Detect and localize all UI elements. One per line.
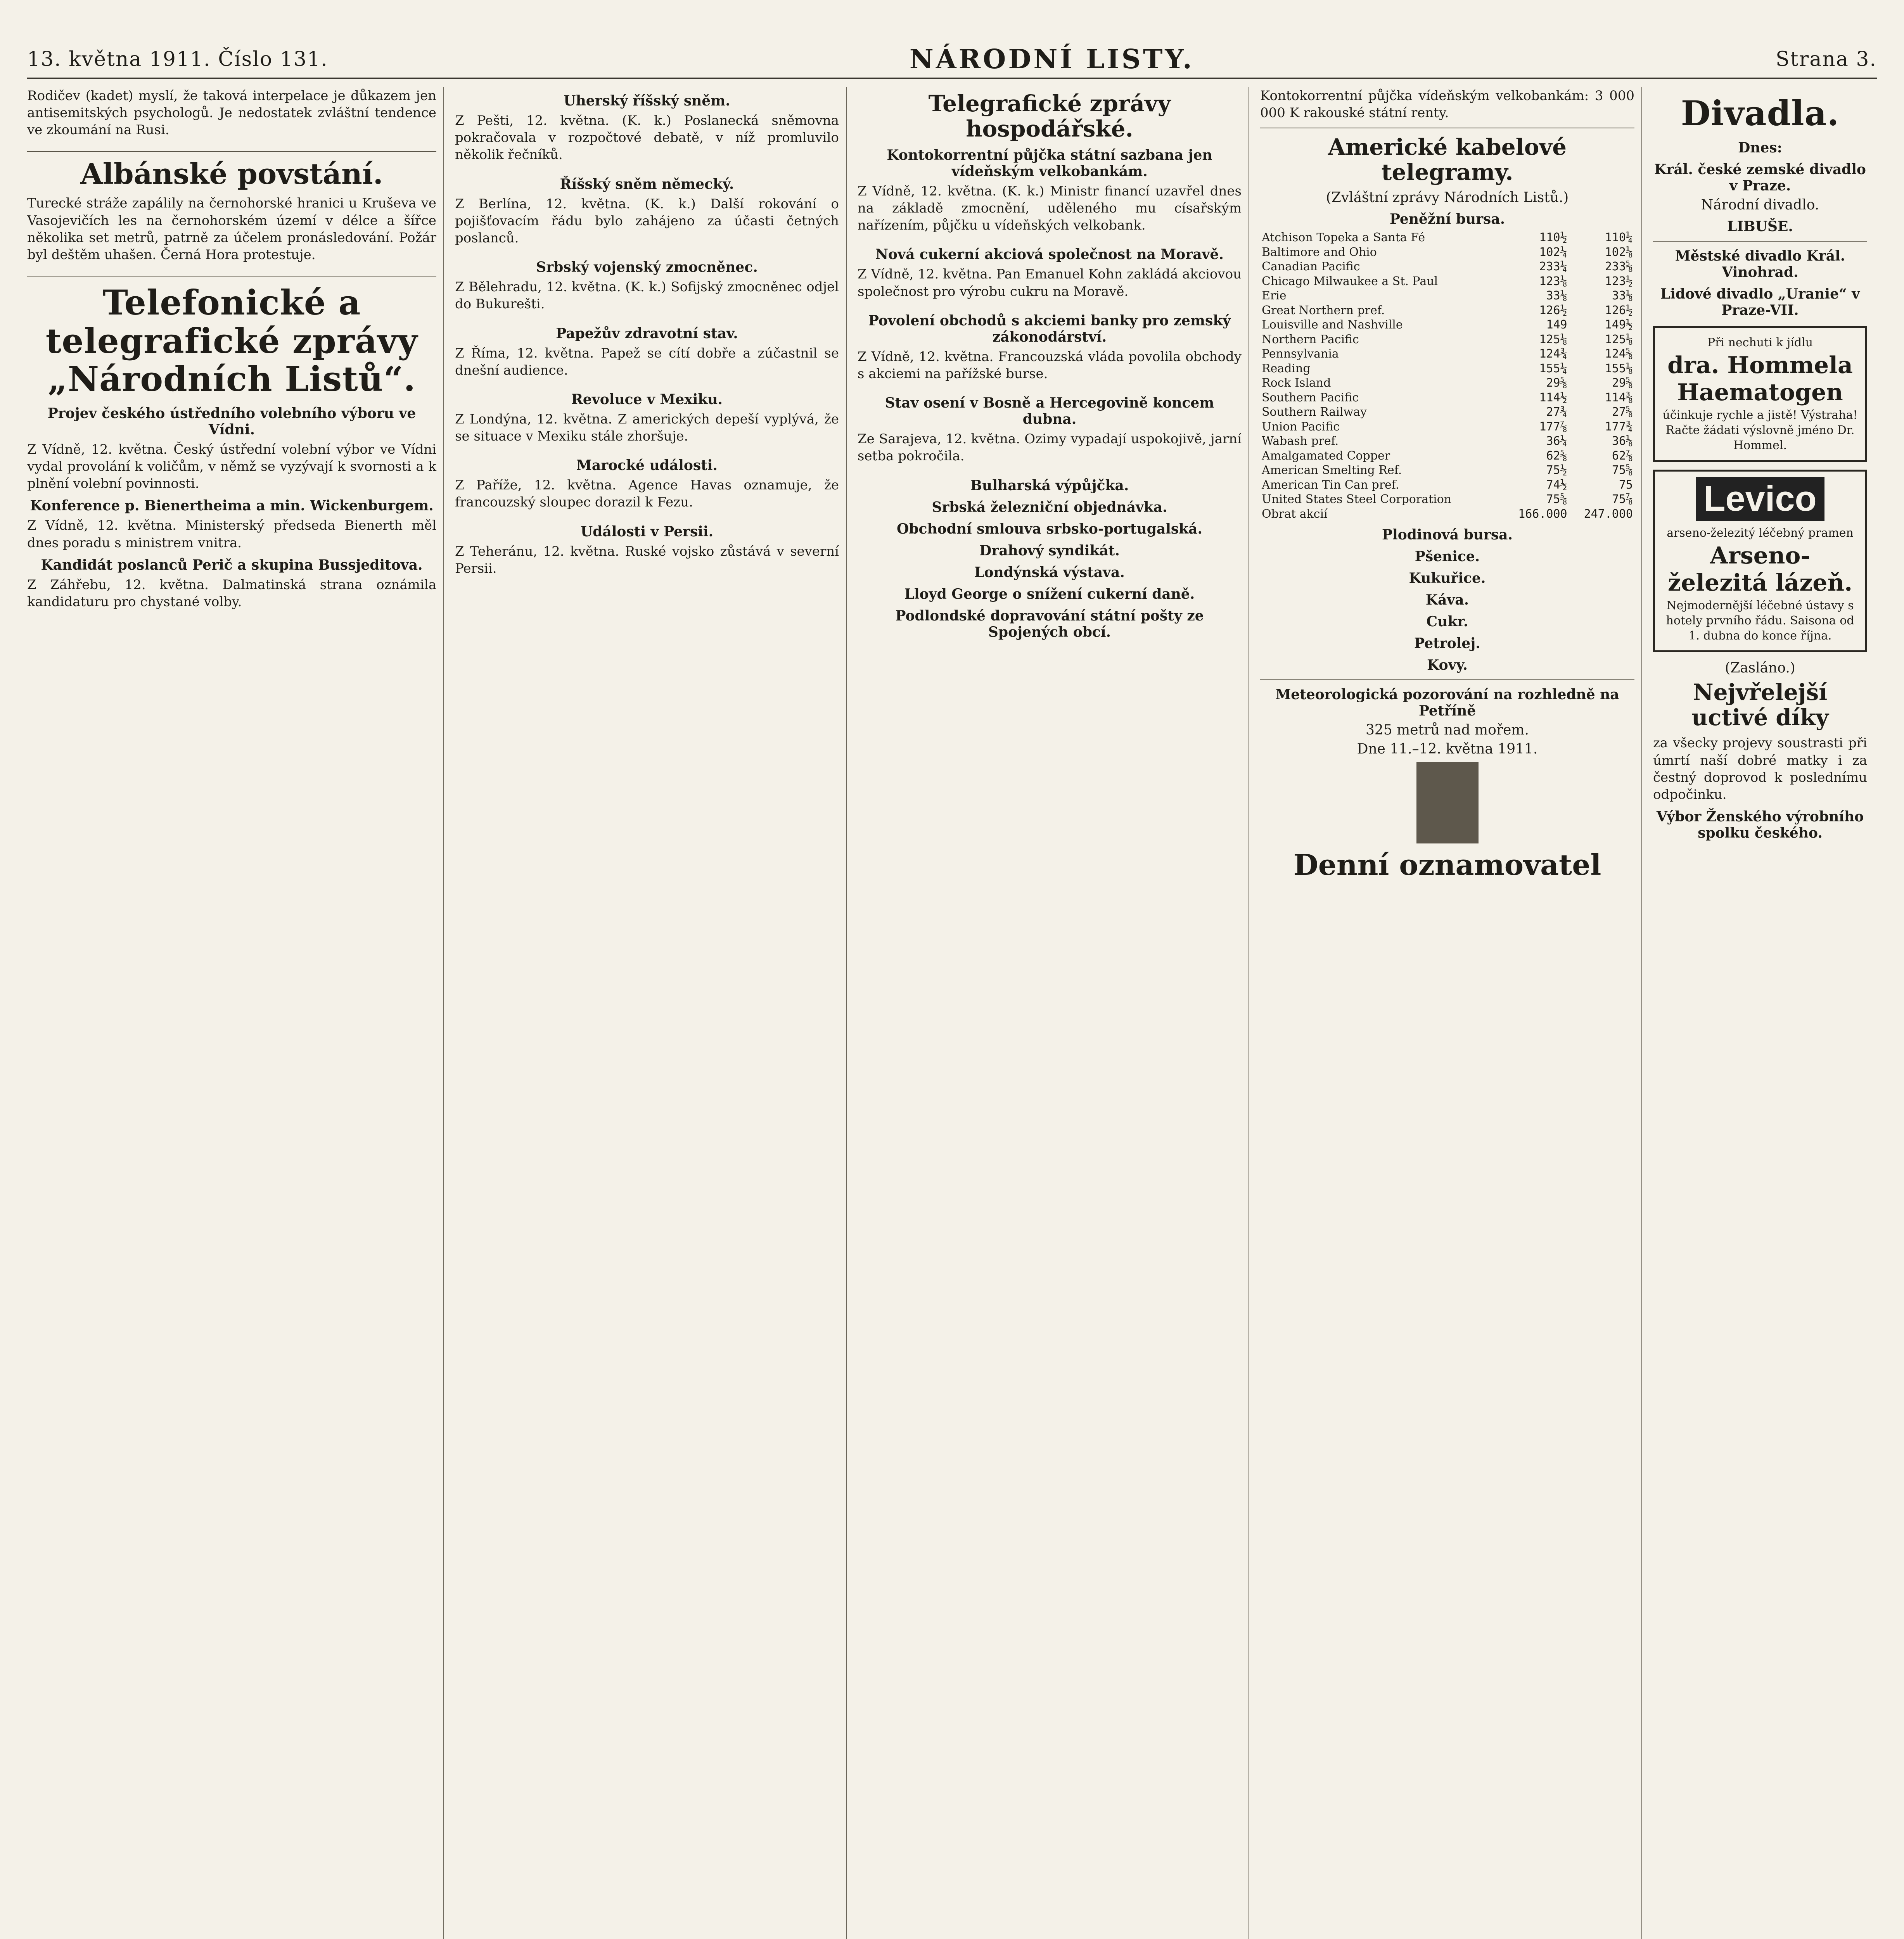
article-subhead: Petrolej. [1414,635,1480,652]
notice-text: za všecky projevy soustrasti při úmrtí naší dobré matky i za čestný doprovod k poslednímu odpočinku. [1653,735,1867,803]
notice-headline: Nejvřelejší uctivé díky [1691,679,1829,731]
advertisement-levico [1653,470,1867,652]
stock-value-12: 33⅛ [1612,289,1633,303]
stock-value-12: 110¼ [1605,231,1633,245]
article-text: Z Pešti, 12. května. (K. k.) Poslanecká sněmovna pokračovala v rozpočtové debatě, v níž promluvilo několik řečníků. [455,113,839,163]
article-text: Kontokorrentní půjčka vídeňským velkobankám: 3 000 000 K rakouské státní renty. [1260,88,1634,121]
news-item [455,93,839,164]
stock-row [1260,449,1634,463]
stock-row [1260,463,1634,478]
article-text: Z Paříže, 12. května. Agence Havas oznamuje, že francouzský sloupec dorazil k Fezu. [455,477,839,510]
stock-row [1260,361,1634,376]
news-item [455,457,839,511]
article-subhead: Kandidát poslanců Perič a skupina Bussjeditova. [41,556,423,573]
ad-line: účinkuje rychle a jistě! Výstraha! Račte žádati výslovně jméno Dr. Hommel. [1662,408,1858,452]
stock-name: Canadian Pacific [1262,260,1360,274]
stock-value-11: 125⅛ [1539,332,1567,346]
stock-value-12: 102⅛ [1605,245,1633,259]
article-headline: Albánské povstání. [80,157,383,191]
article-subhead: Lidové divadlo „Uranie“ v Praze-VII. [1660,285,1860,318]
econ-item [858,147,1242,234]
thanks-notice [1653,660,1867,842]
stock-name: Southern Railway [1262,405,1367,419]
stock-value-12: 75⅞ [1612,493,1633,506]
divider [27,151,436,152]
column-5 [1653,87,1874,1939]
stock-row [1260,405,1634,420]
ad-line: Při nechuti k jídlu [1707,335,1813,349]
econ-item [858,313,1242,382]
stock-row [1260,507,1634,522]
news-item [455,176,839,247]
article-text: Z Vídně, 12. května. Francouzská vláda povolila obchody s akciemi na pařížské burse. [858,349,1242,382]
stock-value-12: 247.000 [1584,507,1633,521]
stock-name: Southern Pacific [1262,391,1359,404]
stock-value-12: 27⅝ [1612,405,1633,419]
article-subhead: Drahový syndikát. [979,542,1120,559]
stock-value-11: 36¼ [1546,434,1567,448]
stock-value-11: 123⅛ [1539,274,1567,288]
article-subhead: Srbský vojenský zmocněnec. [536,259,758,276]
stock-value-11: 126½ [1539,303,1567,317]
section-headline: Telegrafické zprávy hospodářské. [928,90,1171,142]
stock-row [1260,376,1634,391]
stock-row [1260,420,1634,434]
article-text: Z Vídně, 12. května. Pan Emanuel Kohn zakládá akciovou společnost pro výrobu cukru na Moravě. [858,266,1242,299]
stock-name: Union Pacific [1262,420,1340,434]
stock-row [1260,347,1634,361]
stock-name: Atchison Topeka a Santa Fé [1262,231,1425,245]
stock-row [1260,274,1634,289]
stock-row [1260,332,1634,347]
stock-value-12: 124⅝ [1605,347,1633,361]
stock-name: Reading [1262,361,1311,375]
stock-value-12: 126½ [1605,303,1633,317]
weather-date: Dne 11.–12. května 1911. [1357,741,1538,757]
stock-value-12: 177¾ [1605,420,1633,434]
section-headline: Americké kabelové telegramy. [1328,134,1567,186]
stock-value-12: 149½ [1605,318,1633,332]
article-text: Z Teheránu, 12. května. Ruské vojsko zůstává v severní Persii. [455,543,839,576]
stock-value-12: 36⅛ [1612,434,1633,448]
article-text: Rodičev (kadet) myslí, že taková interpelace je důkazem jen antisemitských psychologů. Je nedostatek zvláštní tendence ve zkoumání na Rusi. [27,88,436,138]
stock-value-12: 75⅝ [1612,463,1633,477]
ad-title: Arseno-železitá lázeň. [1668,542,1852,596]
stock-name: Amalgamated Copper [1262,449,1390,463]
section-dek: (Zvláštní zprávy Národních Listů.) [1326,190,1569,206]
stock-name: Obrat akcií [1262,507,1328,521]
stock-value-12: 125⅛ [1605,332,1633,346]
section-headline: Divadla. [1681,93,1840,133]
ad-logo: Levico [1696,477,1824,521]
stock-row [1260,391,1634,405]
stock-row [1260,303,1634,318]
notice-label: (Zasláno.) [1725,660,1795,676]
article-subhead: Londýnská výstava. [974,564,1125,581]
article-text: Z Vídně, 12. května. Český ústřední volební výbor ve Vídni vydal provolání k voličům, v němž se vyzývají k svornosti a k plnění volební povinnosti. [27,441,436,492]
news-item [455,524,839,577]
article-subhead: Lloyd George o snížení cukerní daně. [904,586,1195,602]
article-text: Z Berlína, 12. května. (K. k.) Další rokování o pojišťovacím řádu bylo zahájeno za účasti četných poslanců. [455,196,839,246]
advertisement-haematogen [1653,326,1867,462]
stock-row [1260,245,1634,260]
stock-value-12: 155⅛ [1605,361,1633,375]
stock-name: Great Northern pref. [1262,303,1385,317]
stock-name: Wabash pref. [1262,434,1339,448]
article-subhead: Cukr. [1426,613,1468,630]
article-text: Z Bělehradu, 12. května. (K. k.) Sofijský zmocněnec odjel do Bukurešti. [455,279,839,312]
stock-value-11: 114½ [1539,391,1567,404]
stock-name: Louisville and Nashville [1262,318,1403,332]
article-text: Turecké stráže zapálily na černohorské hranici u Kruševa ve Vasojevičích les na černohorském území v délce a šířce několika set metrů, patrně za účelem pronásledování. Požár byl deštěm uhašen. Černá Hora protestuje. [27,195,436,263]
article-subhead: Káva. [1425,592,1469,608]
article-subhead: Stav osení v Bosně a Hercegovině koncem dubna. [885,395,1214,428]
intro-article [27,87,436,139]
stock-value-12: 29⅝ [1612,376,1633,390]
article-subhead: Kovy. [1427,657,1468,674]
telegraph-section [27,283,436,610]
news-item [455,259,839,313]
section-dek: Národní divadlo. [1701,197,1819,213]
stock-name: Erie [1262,289,1287,303]
columns [27,87,1877,1939]
column-1 [27,87,444,1939]
article-subhead: Obchodní smlouva srbsko-portugalská. [897,520,1202,537]
stock-value-11: 62⅝ [1546,449,1567,463]
econ-item [858,395,1242,465]
section-headline: Telefonické a telegrafické zprávy „Národních Listů“. [45,282,418,399]
weather-subhead: 325 metrů nad mořem. [1366,722,1529,738]
stock-name: Baltimore and Ohio [1262,245,1377,259]
article-subhead: Konference p. Bienertheima a min. Wickenburgem. [30,498,434,514]
stock-value-11: 75⅝ [1546,493,1567,506]
ad-line: arseno-železitý léčebný pramen [1667,526,1854,540]
stock-value-11: 102¼ [1539,245,1567,259]
lighthouse-illustration [1416,762,1479,843]
article-subhead: Nová cukerní akciová společnost na Moravě. [875,246,1224,263]
stock-value-11: 149 [1546,318,1567,332]
article-subhead: Podlondské dopravování státní pošty ze Spojených obcí. [895,607,1204,640]
stock-value-12: 114⅜ [1605,391,1633,404]
stock-value-11: 29⅝ [1546,376,1567,390]
article-subhead: Revoluce v Mexiku. [571,391,723,408]
divider [1653,241,1867,242]
stock-value-11: 155¼ [1539,361,1567,375]
ad-line: Nejmodernější léčebné ústavy s hotely prvního řádu. Saisona od 1. dubna do konce října. [1666,598,1854,643]
stock-value-11: 110½ [1539,231,1567,245]
albania-article [27,158,436,264]
news-item [455,325,839,379]
stock-value-11: 75½ [1546,463,1567,477]
divider [1260,679,1634,680]
article-text: Z Vídně, 12. května. (K. k.) Ministr financí uzavřel dnes na základě zmocnění, uděleného mu císařským nařízením, půjčku u vídeňských velkobank. [858,183,1242,233]
stock-name: American Smelting Ref. [1262,463,1402,477]
column-3 [858,87,1249,1939]
stock-value-11: 233¼ [1539,260,1567,274]
article-text: Z Londýna, 12. května. Z amerických depeší vyplývá, že se situace v Mexiku stále zhoršuje. [455,411,839,444]
article-text: Z Vídně, 12. května. Ministerský předseda Bienerth měl dnes poradu s ministrem vnitra. [27,518,436,551]
stock-value-11: 166.000 [1518,507,1567,521]
article-text: Z Záhřebu, 12. května. Dalmatinská strana oznámila kandidaturu pro chystané volby. [27,577,436,610]
weather-figure [1260,760,1634,845]
article-subhead: Kukuřice. [1409,570,1486,587]
stock-value-11: 124¾ [1539,347,1567,361]
article-subhead: Plodinová bursa. [1382,527,1513,543]
issue-date: 13. května 1911. Číslo 131. [27,47,328,71]
stock-name: Rock Island [1262,376,1331,390]
notice-signature: Výbor Ženského výrobního spolku českého. [1656,809,1864,842]
stock-row [1260,318,1634,332]
article-subhead: Bulharská výpůjčka. [970,477,1129,494]
stock-value-12: 62⅞ [1612,449,1633,463]
weather-headline: Meteorologická pozorování na rozhledně na Petříně [1275,686,1619,719]
article-text: Ze Sarajeva, 12. května. Ozimy vypadají uspokojivě, jarní setba pokročila. [858,431,1242,464]
article-subhead: Městské divadlo Král. Vinohrad. [1675,247,1845,280]
article-subhead: Marocké události. [576,457,718,474]
stock-value-11: 74½ [1546,478,1567,492]
article-subhead: Pšenice. [1415,548,1480,565]
article-subhead: Povolení obchodů s akciemi banky pro zemský zákonodárství. [868,312,1231,345]
article-subhead: Srbská železniční objednávka. [932,499,1167,515]
stock-value-11: 27¾ [1546,405,1567,419]
stock-value-12: 123½ [1605,274,1633,288]
article-subhead: LIBUŠE. [1727,218,1793,235]
econ-item [858,246,1242,300]
stock-row [1260,289,1634,303]
stock-value-11: 177⅞ [1539,420,1567,434]
divider [27,276,436,277]
article-subhead: Papežův zdravotní stav. [556,325,738,342]
article-subhead: Peněžní bursa. [1389,211,1505,228]
stock-name: Chicago Milwaukee a St. Paul [1262,274,1438,288]
stock-name: Northern Pacific [1262,332,1359,346]
article-subhead: Král. české zemské divadlo v Praze. [1654,161,1866,194]
ad-title: dra. Hommela Haematogen [1667,351,1853,406]
article-text: Z Říma, 12. května. Papež se cítí dobře a zúčastnil se dnešní audience. [455,345,839,378]
stock-name: Pennsylvania [1262,347,1339,361]
stock-value-11: 33⅛ [1546,289,1567,303]
page-header [27,41,1877,79]
section-headline: Denní oznamovatel [1293,849,1601,882]
stock-row [1260,259,1634,274]
column-2 [455,87,847,1939]
stock-name: American Tin Can pref. [1262,478,1399,492]
stock-table [1260,230,1634,521]
stock-value-12: 233⅝ [1605,260,1633,274]
article-subhead: Říšský sněm německý. [560,176,734,192]
stock-row [1260,478,1634,493]
article-subhead: Kontokorrentní půjčka státní sazbana jen vídeňským velkobankám. [887,147,1212,180]
stock-name: United States Steel Corporation [1262,493,1452,506]
stock-row [1260,492,1634,507]
stock-row [1260,230,1634,245]
article-subhead: Dnes: [1738,139,1782,156]
page-number: Strana 3. [1775,47,1877,71]
news-item [455,391,839,445]
stock-value-12: 75 [1619,478,1633,492]
stock-row [1260,434,1634,449]
article-subhead: Události v Persii. [580,523,714,540]
column-4 [1260,87,1642,1939]
article-subhead: Uherský říšský sněm. [564,93,730,109]
masthead: NÁRODNÍ LISTY. [909,43,1194,75]
article-subhead: Projev českého ústředního volebního výboru ve Vídni. [47,405,416,438]
